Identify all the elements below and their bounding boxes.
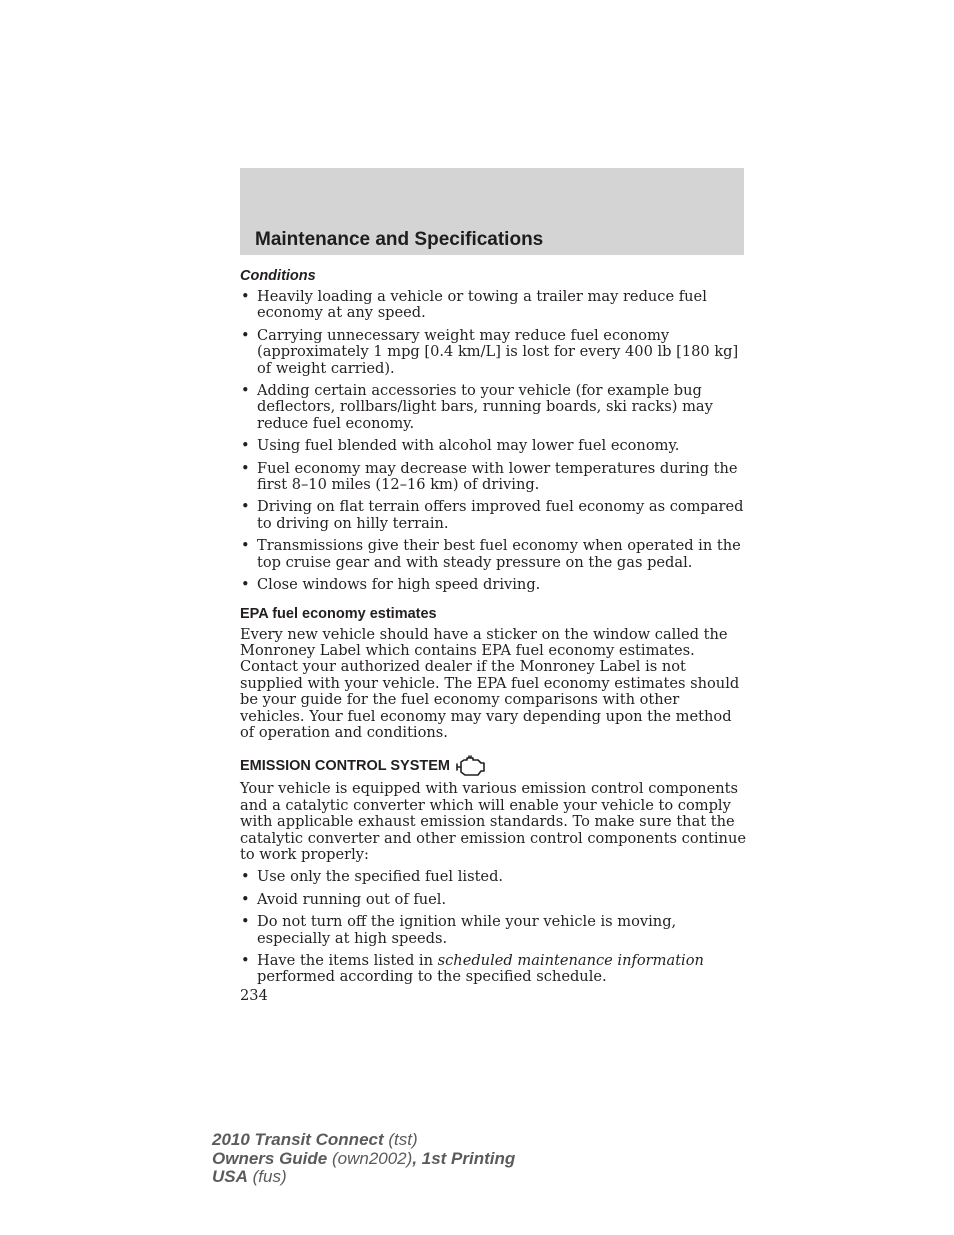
engine-icon: [454, 755, 488, 777]
epa-heading: EPA fuel economy estimates: [240, 605, 437, 622]
list-item: • Driving on flat terrain offers improved fuel economy as compared to driving on hilly terrain.: [240, 499, 746, 532]
list-item-text: performed according to the specified schedule.: [257, 968, 607, 986]
footer-line-2: Owners Guide (own2002), 1st Printing: [212, 1148, 516, 1168]
emission-heading-row: [240, 755, 746, 777]
emission-heading: EMISSION CONTROL SYSTEM: [240, 757, 451, 774]
conditions-heading: Conditions: [240, 268, 316, 284]
list-item: • Using fuel blended with alcohol may lower fuel economy.: [240, 438, 746, 454]
page-number: 234: [240, 986, 268, 1004]
list-item: [240, 953, 746, 986]
epa-body: Every new vehicle should have a sticker on the window called the Monroney Label which contains EPA fuel economy estimates. Contact your authorized dealer if the Monroney Label is not supplied with your vehicle. The EPA fuel economy estimates should be your guide for the fuel economy comparisons with other vehicles. Your fuel economy may vary depending upon the method of operation and conditions.: [240, 625, 740, 741]
section-header-band: [240, 168, 744, 255]
scheduled-maintenance-reference: scheduled maintenance information: [437, 952, 704, 969]
footer-line-3: USA (fus): [212, 1167, 287, 1186]
emission-body: Your vehicle is equipped with various emission control components and a catalytic converter which will enable your vehicle to comply with applicable exhaust emission standards. To make sure that the catalytic converter and other emission control components continue to work properly:: [240, 780, 746, 863]
conditions-list: [240, 289, 746, 594]
list-item: • Adding certain accessories to your vehicle (for example bug deflectors, rollbars/light bars, running boards, ski racks) may reduce fuel economy.: [240, 383, 746, 432]
list-item: • Avoid running out of fuel.: [240, 892, 746, 908]
list-item: • Transmissions give their best fuel economy when operated in the top cruise gear and with steady pressure on the gas pedal.: [240, 538, 746, 571]
list-item: • Carrying unnecessary weight may reduce fuel economy (approximately 1 mpg [0.4 km/L] is lost for every 400 lb [180 kg] of weight carried).: [240, 328, 746, 377]
page-content: [240, 268, 746, 1004]
footer-line-1: 2010 Transit Connect (tst): [212, 1130, 418, 1149]
list-item: • Do not turn off the ignition while your vehicle is moving, especially at high speeds.: [240, 914, 746, 947]
list-item: • Close windows for high speed driving.: [240, 577, 746, 593]
list-item-text: Have the items listed in: [257, 952, 438, 969]
emission-list: [240, 869, 746, 985]
list-item: • Heavily loading a vehicle or towing a trailer may reduce fuel economy at any speed.: [240, 289, 746, 322]
list-item: • Fuel economy may decrease with lower temperatures during the first 8–10 miles (12–16 km) of driving.: [240, 461, 746, 494]
footer: [212, 1131, 515, 1187]
section-title: Maintenance and Specifications: [255, 229, 544, 250]
list-item: • Use only the specified fuel listed.: [240, 869, 746, 885]
